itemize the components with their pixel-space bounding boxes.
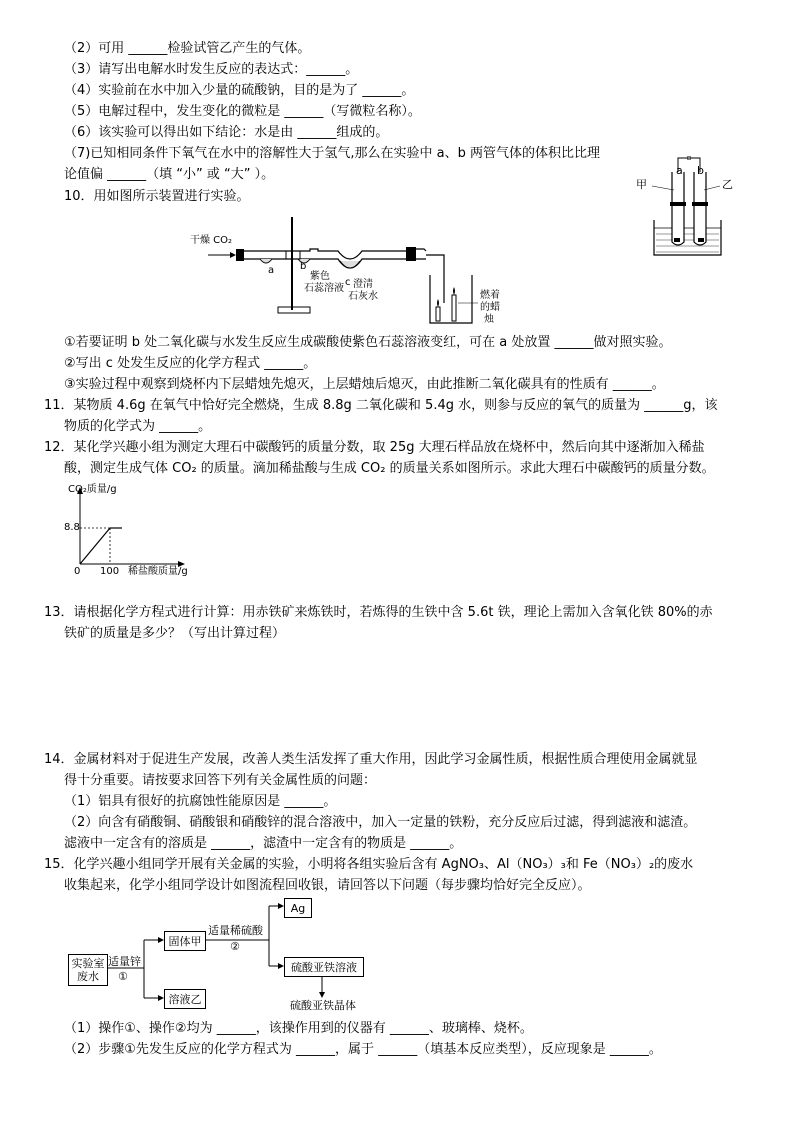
x-tick-100: 100 [100, 566, 120, 577]
silver-recovery-flowchart [64, 896, 404, 1016]
step2-label: ② [230, 940, 240, 953]
litmus-label-2: 石蕊溶液 [304, 283, 344, 294]
point-a-label: a [268, 265, 275, 276]
q15-part1: （1）操作①、操作②均为 ______，该操作用到的仪器有 ______、玻璃棒、烧杯。 [64, 1021, 533, 1036]
electrolysis-apparatus-figure [636, 150, 736, 260]
q9-part4: （4）实验前在水中加入少量的硫酸钠，目的是为了 ______。 [64, 83, 415, 98]
q14-part1: （1）铝具有很好的抗腐蚀性能原因是 ______。 [64, 794, 337, 809]
q9-part5: （5）电解过程中，发生变化的微粒是 ______（写微粒名称）。 [64, 104, 421, 119]
y-tick-8-8: 8.8 [64, 522, 80, 533]
tube-a-label: a [676, 164, 683, 177]
q11-line1: 11．某物质 4.6g 在氧气中恰好完全燃烧，生成 8.8g 二氧化碳和 5.4g 水，则参与反应的氧气的质量为 ______g，该 [44, 398, 718, 413]
solid-a-label: 固体甲 [168, 934, 202, 948]
limewater-label-1: 澄清 [353, 279, 373, 290]
step1-label: ① [118, 970, 128, 983]
data-segment-0 [80, 528, 110, 564]
q10-stem: 10．用如图所示装置进行实验。 [64, 189, 250, 204]
y-axis-label: CO₂质量/g [68, 484, 117, 495]
electrolysis-diagram [636, 150, 736, 260]
solution-b-box [164, 989, 206, 1009]
ferrous-sulfate-solution-label: 硫酸亚铁溶液 [291, 960, 357, 974]
q15-part2: （2）步骤①先发生反应的化学方程式为 ______，属于 ______（填基本反应类型），反应现象是 ______。 [64, 1042, 662, 1057]
q13-line2: 铁矿的质量是多少？（写出计算过程） [64, 626, 286, 641]
q9-part3: （3）请写出电解水时发生反应的表达式：______。 [64, 62, 359, 77]
q15-line2: 收集起来，化学小组同学设计如图流程回收银，请回答以下问题（每步骤均恰好完全反应）。 [64, 878, 591, 893]
q13-line1: 13．请根据化学方程式进行计算：用赤铁矿来炼铁时，若炼得的生铁中含 5.6t 铁，理论上需加入含氧化铁 80%的赤 [44, 605, 713, 620]
co2-apparatus-diagram [190, 215, 500, 330]
dry-co2-label: 干燥 CO₂ [190, 235, 233, 246]
q14-line2: 得十分重要。请按要求回答下列有关金属性质的问题： [64, 773, 377, 788]
q12-line1: 12．某化学兴趣小组为测定大理石中碳酸钙的质量分数，取 25g 大理石样品放在烧杯中，然后向其中逐渐加入稀盐 [44, 440, 705, 455]
tube-b-label: b [697, 164, 704, 177]
waste-label-2: 废水 [77, 970, 99, 983]
tube-yi-label: 乙 [722, 178, 733, 191]
waste-label-1: 实验室 [71, 957, 105, 970]
candle-label-1: 燃着 [480, 290, 500, 301]
litmus-label-1: 紫色 [310, 271, 330, 282]
point-b-label: b [300, 261, 307, 272]
zinc-label: 适量锌 [108, 955, 141, 968]
point-c-label: c [345, 277, 351, 288]
tube-jia-label: 甲 [636, 178, 647, 191]
co2-apparatus-figure [190, 215, 500, 330]
q10-sub2: ②写出 c 处发生反应的化学方程式 ______。 [64, 356, 317, 371]
q9-part7-line1: （7)已知相同条件下氧气在水中的溶解性大于氢气,那么在实验中 a、b 两管气体的体积比比理 [64, 146, 600, 161]
q9-part7-line2: 论值偏 ______（填 “小” 或 “大” ）。 [64, 167, 275, 182]
ferrous-sulfate-crystal-label: 硫酸亚铁晶体 [290, 999, 356, 1012]
q10-sub1: ①若要证明 b 处二氧化碳与水发生反应生成碳酸使紫色石蕊溶液变红，可在 a 处放置 ______做对照实验。 [64, 335, 672, 350]
silver-label: Ag [290, 901, 306, 915]
q14-part2-line2: 滤液中一定含有的溶质是 ______，滤渣中一定含有的物质是 ______。 [64, 836, 463, 851]
silver-box [284, 898, 312, 918]
x-axis-label: 稀盐酸质量/g [128, 566, 188, 577]
q14-line1: 14．金属材料对于促进生产发展，改善人类生活发挥了重大作用，因此学习金属性质，根据性质合理使用金属就显 [44, 752, 698, 767]
q9-part6: （6）该实验可以得出如下结论：水是由 ______组成的。 [64, 125, 389, 140]
solid-a-box [164, 931, 206, 951]
waste-water-box [68, 954, 108, 986]
x-tick-0: 0 [74, 566, 81, 577]
q15-line1: 15．化学兴趣小组同学开展有关金属的实验，小明将各组实验后含有 AgNO₃、Al（NO₃）₃和 Fe（NO₃）₂的废水 [44, 857, 694, 872]
acid-label: 适量稀硫酸 [208, 924, 263, 937]
limewater-label-2: 石灰水 [348, 291, 378, 302]
q11-line2: 物质的化学式为 ______。 [64, 419, 212, 434]
candle-label-3: 烛 [484, 314, 494, 325]
q14-part2-line1: （2）向含有硝酸铜、硝酸银和硝酸锌的混合溶液中，加入一定量的铁粉，充分反应后过滤，得到滤液和滤渣。 [64, 815, 697, 830]
ferrous-sulfate-solution-box [284, 957, 364, 977]
candle-label-2: 的蜡 [480, 302, 500, 313]
q9-part2: （2）可用 ______检验试管乙产生的气体。 [64, 41, 311, 56]
q10-sub3: ③实验过程中观察到烧杯内下层蜡烛先熄灭，上层蜡烛后熄灭，由此推断二氧化碳具有的性质有 ______。 [64, 377, 665, 392]
co2-mass-chart [60, 484, 190, 579]
q12-line2: 酸，测定生成气体 CO₂ 的质量。滴加稀盐酸与生成 CO₂ 的质量关系如图所示。求此大理石中碳酸钙的质量分数。 [64, 461, 715, 476]
solution-b-label: 溶液乙 [168, 992, 202, 1006]
